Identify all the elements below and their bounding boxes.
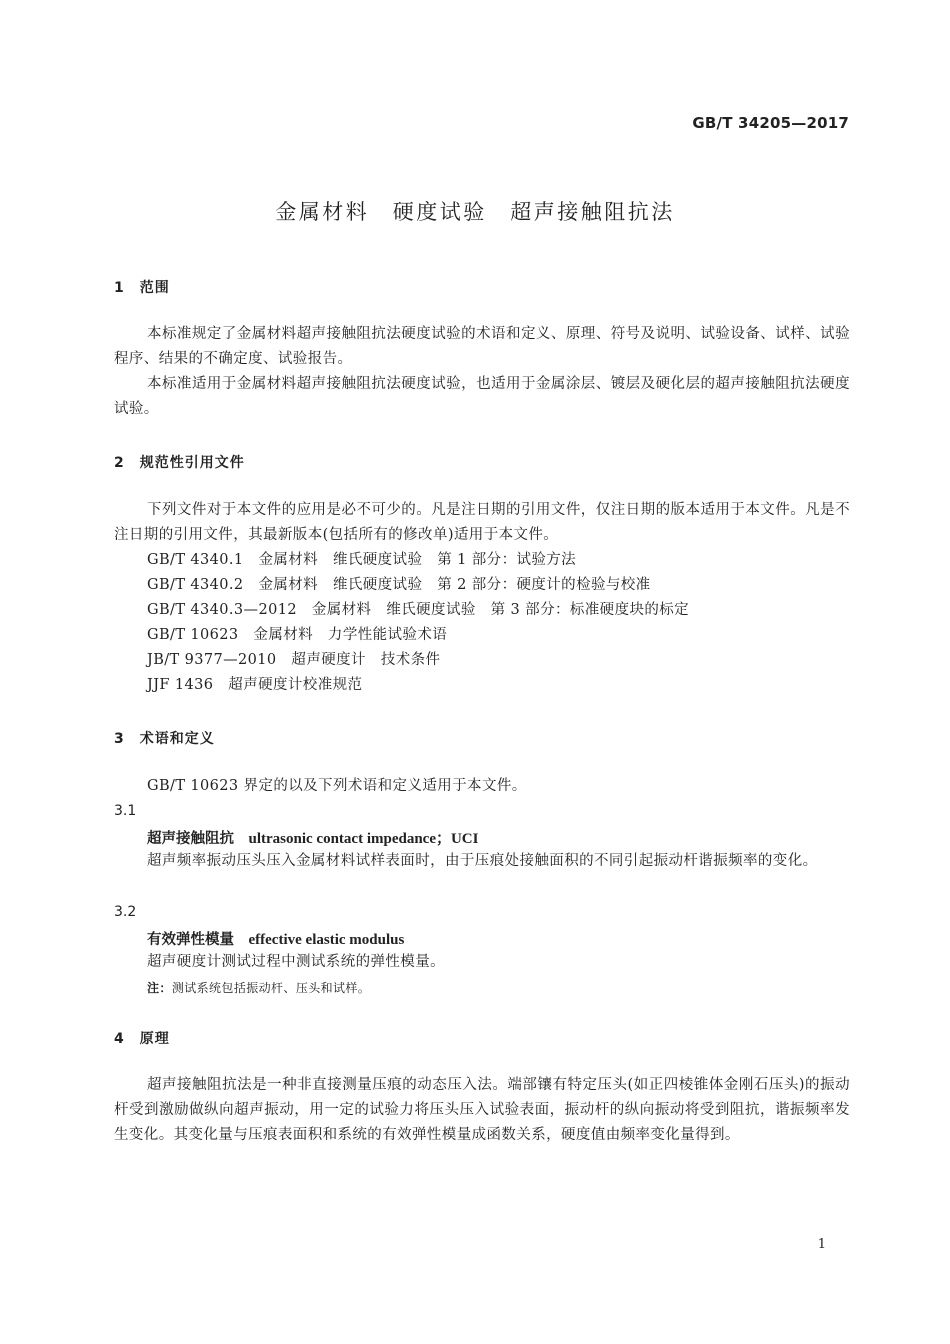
section-4-paragraph: 超声接触阻抗法是一种非直接测量压痕的动态压入法。端部镶有特定压头(如正四棱锥体金刚石压头)的振动杆受到激励做纵向超声振动，用一定的试验力将压头压入试验表面，振动杆的纵向振动将受到阻抗，谐振频率发生变化。其变化量与压痕表面积和系统的有效弹性模量成函数关系，硬度值由频率变化量得到。 xyxy=(114,1077,850,1143)
term-zh: 有效弹性模量 xyxy=(147,932,234,948)
section-4-heading: 4 原理 xyxy=(114,1031,170,1047)
reference-item: GB/T 4340.2 金属材料 维氏硬度试验 第 2 部分：硬度计的检验与校准 xyxy=(147,577,651,593)
term-zh: 超声接触阻抗 xyxy=(147,831,234,847)
section-2-intro: 下列文件对于本文件的应用是必不可少的。凡是注日期的引用文件，仅注日期的版本适用于本文件。凡是不注日期的引用文件，其最新版本(包括所有的修改单)适用于本文件。 xyxy=(114,502,850,543)
reference-item: GB/T 4340.1 金属材料 维氏硬度试验 第 1 部分：试验方法 xyxy=(147,552,577,568)
note-label: 注： xyxy=(147,981,172,995)
document-title: 金属材料 硬度试验 超声接触阻抗法 xyxy=(275,200,675,224)
term-heading xyxy=(147,928,404,949)
term-number: 3.1 xyxy=(114,803,137,819)
section-3-heading: 3 术语和定义 xyxy=(114,731,215,747)
note-text: 测试系统包括振动杆、压头和试样。 xyxy=(171,981,371,995)
reference-item: JJF 1436 超声硬度计校准规范 xyxy=(147,677,363,693)
term-number: 3.2 xyxy=(114,904,137,920)
section-1-paragraph-2: 本标准适用于金属材料超声接触阻抗法硬度试验，也适用于金属涂层、镀层及硬化层的超声接触阻抗法硬度试验。 xyxy=(114,376,850,417)
section-1-paragraph-1: 本标准规定了金属材料超声接触阻抗法硬度试验的术语和定义、原理、符号及说明、试验设备、试样、试验程序、结果的不确定度、试验报告。 xyxy=(114,326,850,367)
term-definition: 超声频率振动压头压入金属材料试样表面时，由于压痕处接触面积的不同引起振动杆谐振频率的变化。 xyxy=(147,853,818,869)
term-en: ultrasonic contact impedance；UCI xyxy=(248,831,479,847)
reference-item: JB/T 9377—2010 超声硬度计 技术条件 xyxy=(147,652,441,668)
reference-item: GB/T 4340.3—2012 金属材料 维氏硬度试验 第 3 部分：标准硬度块的标定 xyxy=(147,602,690,618)
reference-item: GB/T 10623 金属材料 力学性能试验术语 xyxy=(147,627,448,643)
standard-code: GB/T 34205—2017 xyxy=(692,114,849,132)
term-definition: 超声硬度计测试过程中测试系统的弹性模量。 xyxy=(147,954,445,970)
section-3-intro: GB/T 10623 界定的以及下列术语和定义适用于本文件。 xyxy=(147,778,527,794)
section-2-heading: 2 规范性引用文件 xyxy=(114,455,245,471)
section-1-heading: 1 范围 xyxy=(114,280,170,296)
term-en: effective elastic modulus xyxy=(248,932,405,948)
page-number: 1 xyxy=(817,1237,826,1252)
term-note xyxy=(147,979,370,996)
term-heading xyxy=(147,827,478,848)
